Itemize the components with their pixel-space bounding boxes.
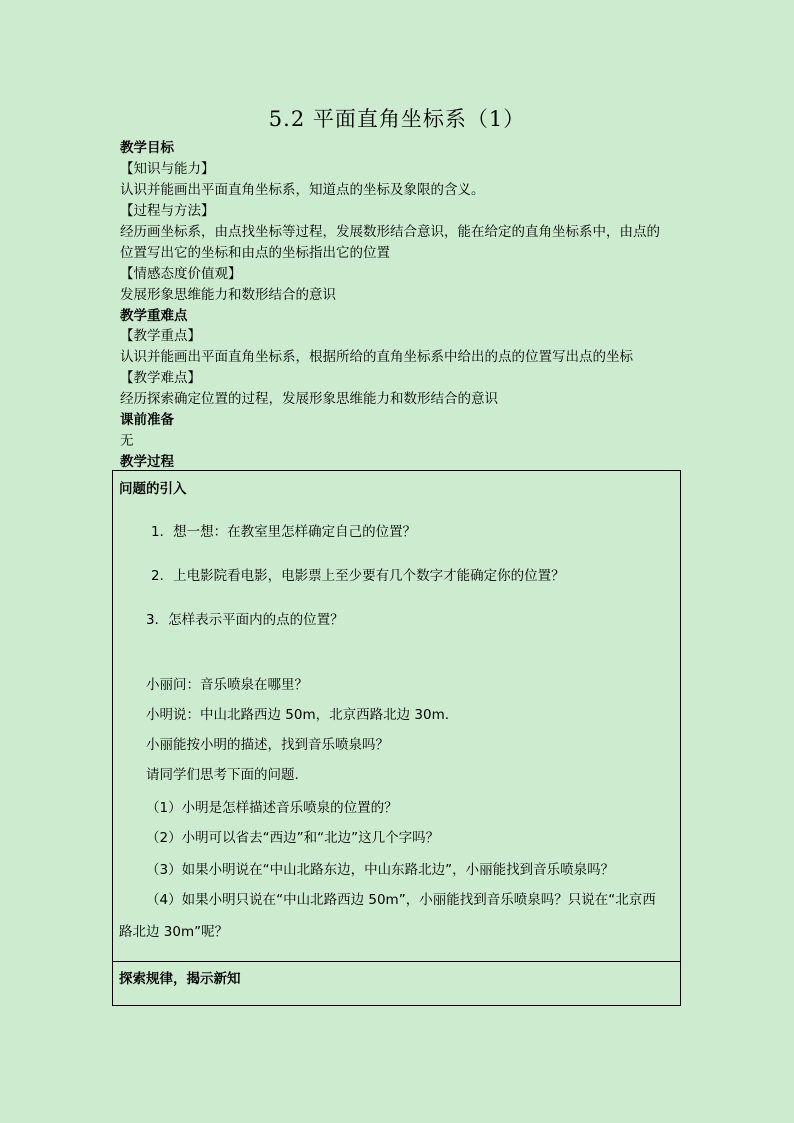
difficult-point-label: 【教学难点】: [120, 370, 201, 386]
paragraph-2: 小明说：中山北路西边 50m，北京西路北边 30m.: [146, 707, 450, 723]
sub-question-3: （3）如果小明说在“中山北路东边，中山东路北边”，小丽能找到音乐喷泉吗？: [146, 862, 615, 878]
preparation-text: 无: [120, 433, 134, 449]
key-point-label: 【教学重点】: [120, 328, 201, 344]
paragraph-4: 请同学们思考下面的问题.: [146, 767, 299, 783]
process-method-label: 【过程与方法】: [120, 203, 215, 219]
explore-table-cell: [112, 961, 681, 1006]
difficult-point-text: 经历探索确定位置的过程，发展形象思维能力和数形结合的意识: [120, 391, 498, 407]
key-difficult-heading: 教学重难点: [120, 308, 188, 324]
intro-table-cell: [112, 470, 681, 962]
knowledge-ability-label: 【知识与能力】: [120, 161, 215, 177]
sub-question-2: （2）小明可以省去“西边”和“北边”这几个字吗？: [146, 830, 440, 846]
paragraph-1: 小丽问：音乐喷泉在哪里？: [146, 677, 308, 693]
sub-question-4a: （4）如果小明只说在“中山北路西边 50m”，小丽能找到音乐喷泉吗？只说在“北京西: [146, 892, 656, 908]
key-point-text: 认识并能画出平面直角坐标系，根据所给的直角坐标系中给出的点的位置写出点的坐标: [120, 349, 633, 365]
process-method-text-1: 经历画坐标系，由点找坐标等过程，发展数形结合意识，能在给定的直角坐标系中，由点的: [120, 224, 660, 240]
knowledge-ability-text: 认识并能画出平面直角坐标系，知道点的坐标及象限的含义。: [120, 182, 485, 198]
attitude-values-text: 发展形象思维能力和数形结合的意识: [120, 287, 336, 303]
paragraph-3: 小丽能按小明的描述，找到音乐喷泉吗？: [146, 737, 389, 753]
question-2: 2．上电影院看电影，电影票上至少要有几个数字才能确定你的位置？: [151, 568, 565, 584]
teaching-goals-heading: 教学目标: [120, 140, 174, 156]
attitude-values-label: 【情感态度价值观】: [120, 266, 242, 282]
page-title: 5.2 平面直角坐标系（1）: [268, 107, 526, 131]
sub-question-4b: 路北边 30m”呢？: [119, 924, 229, 940]
teaching-process-heading: 教学过程: [120, 454, 174, 470]
question-1: 1．想一想：在教室里怎样确定自己的位置？: [151, 524, 417, 540]
question-3: 3．怎样表示平面内的点的位置？: [146, 612, 344, 628]
preparation-heading: 课前准备: [120, 412, 174, 428]
explore-heading: 探索规律，揭示新知: [119, 971, 241, 987]
intro-heading: 问题的引入: [119, 481, 187, 497]
sub-question-1: （1）小明是怎样描述音乐喷泉的位置的？: [146, 800, 398, 816]
process-method-text-2: 位置写出它的坐标和由点的坐标指出它的位置: [120, 245, 390, 261]
